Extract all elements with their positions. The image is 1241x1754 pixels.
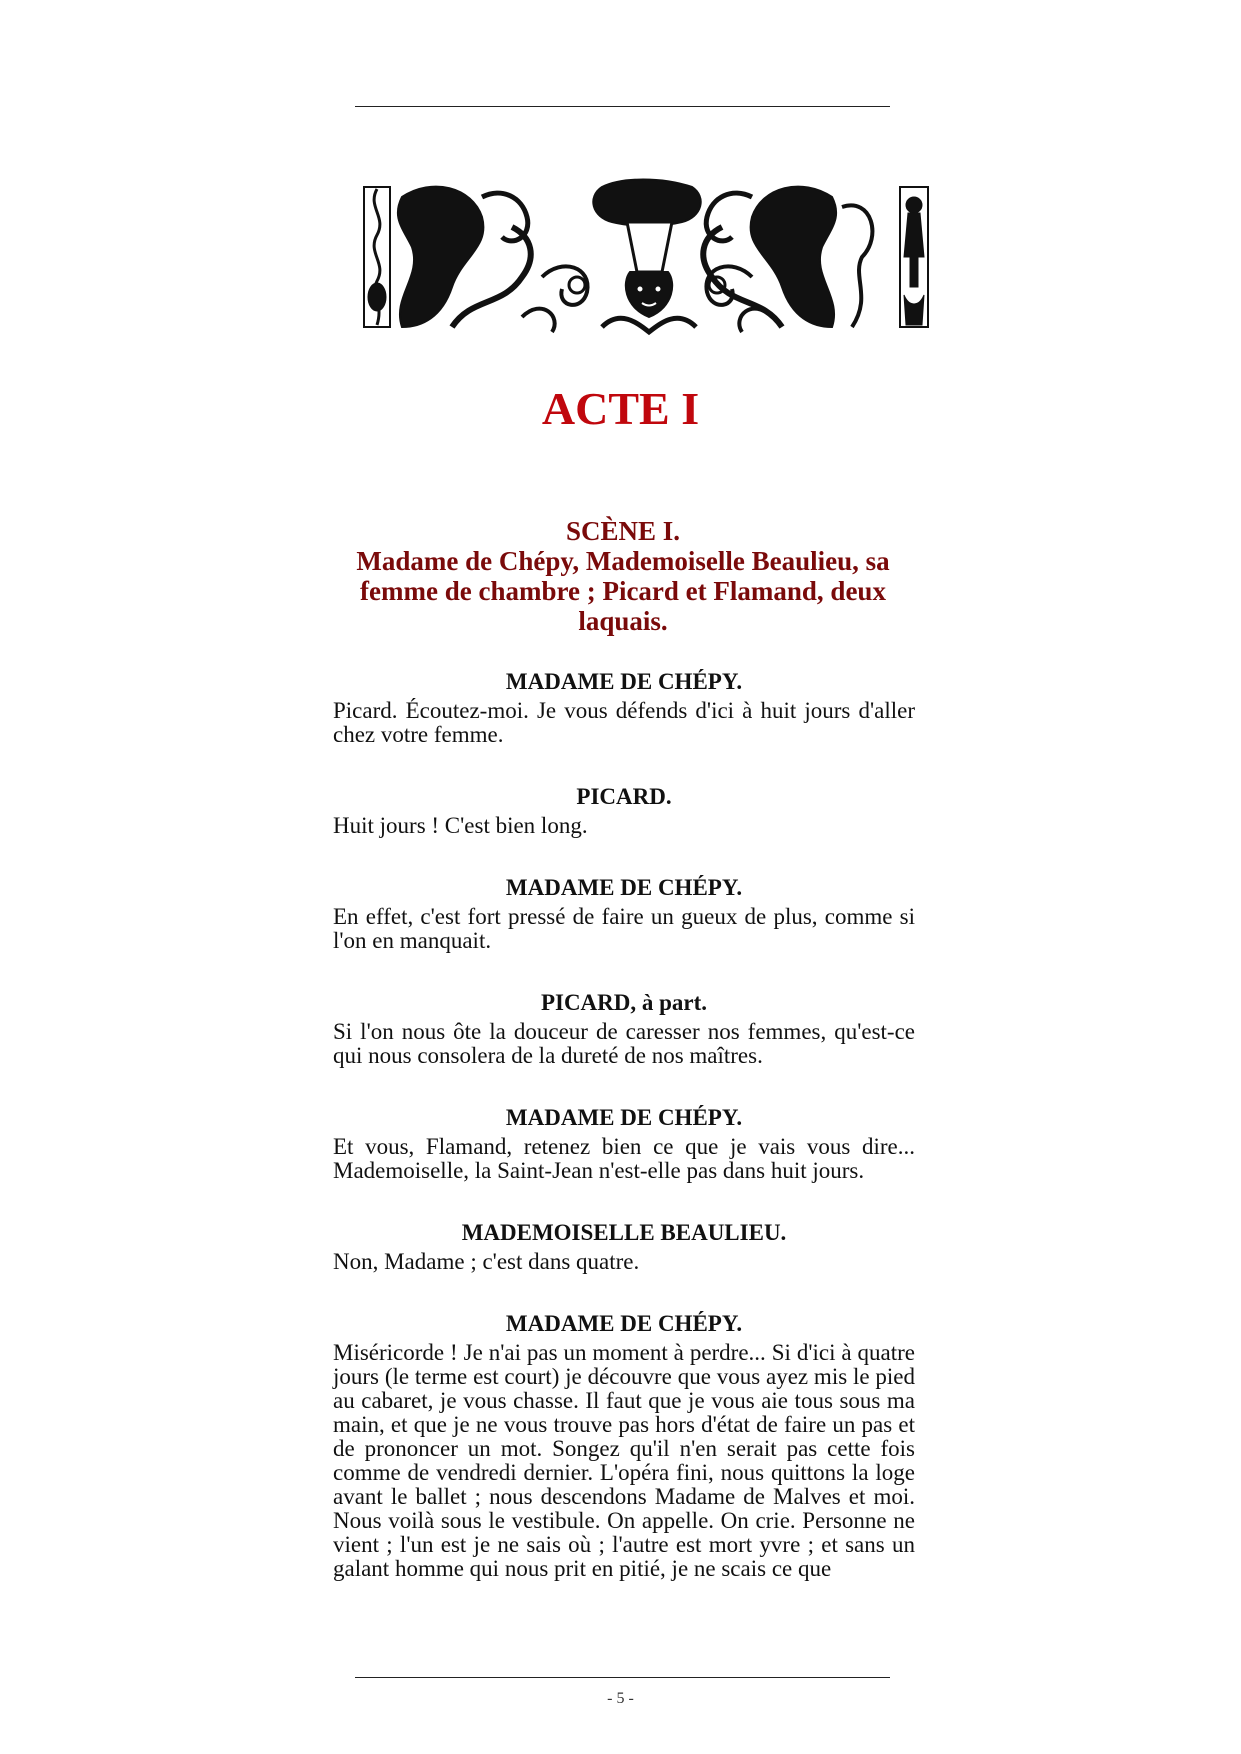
dialogue-line: Si l'on nous ôte la douceur de caresser nos femmes, qu'est-ce qui nous consolera de la dureté de nos maîtres. — [333, 1019, 915, 1068]
dialogue-turn — [333, 1310, 915, 1581]
speaker-name: MADAME DE CHÉPY. — [505, 875, 743, 900]
dialogue-turn — [333, 783, 915, 838]
page-number: - 5 - — [607, 1690, 634, 1707]
speaker-name: PICARD. — [576, 784, 672, 809]
speaker-name: MADAME DE CHÉPY. — [505, 1105, 743, 1130]
dialogue-turn — [333, 1104, 915, 1183]
scene-header — [330, 516, 916, 636]
speaker-name: PICARD, à part. — [540, 990, 708, 1015]
dialogue-line: Miséricorde ! Je n'ai pas un moment à perdre... Si d'ici à quatre jours (le terme est court) je découvre que vous ayez mis le pied au cabaret, je vous chasse. Il faut que je vous aie tous sous ma main, et que je ne vous trouve pas hors d'état de faire un pas et de prononcer un mot. Songez qu'il n'en serait pas cette fois comme de vendredi dernier. L'opéra fini, nous quittons la loge avant le ballet ; nous descendons Madame de Malves et moi. Nous voilà sous le vestibule. On appelle. On crie. Personne ne vient ; l'un est je ne sais où ; l'autre est mort yvre ; et sans un galant homme qui nous prit en pitié, je ne scais ce que — [333, 1340, 915, 1581]
dialogue — [333, 668, 915, 1617]
scene-title: SCÈNE I. — [565, 516, 681, 546]
speaker-name: MADEMOISELLE BEAULIEU. — [461, 1220, 787, 1245]
dialogue-turn — [333, 1219, 915, 1274]
header-rule — [355, 106, 890, 107]
dialogue-turn — [333, 989, 915, 1068]
dialogue-line: Non, Madame ; c'est dans quatre. — [333, 1249, 640, 1274]
speaker-name: MADAME DE CHÉPY. — [505, 669, 743, 694]
footer-rule — [355, 1677, 890, 1678]
scene-characters: Madame de Chépy, Mademoiselle Beaulieu, sa femme de chambre ; Picard et Flamand, deux laquais. — [356, 546, 890, 636]
dialogue-line: Picard. Écoutez-moi. Je vous défends d'ici à huit jours d'aller chez votre femme. — [333, 698, 915, 747]
decorative-ornament-image — [362, 177, 930, 337]
dialogue-line: En effet, c'est fort pressé de faire un gueux de plus, comme si l'on en manquait. — [333, 904, 915, 953]
speaker-name: MADAME DE CHÉPY. — [505, 1311, 743, 1336]
act-title: ACTE I — [541, 383, 700, 434]
dialogue-line: Et vous, Flamand, retenez bien ce que je vais vous dire... Mademoiselle, la Saint-Jean n'est-elle pas dans huit jours. — [333, 1134, 915, 1183]
dialogue-line: Huit jours ! C'est bien long. — [333, 813, 588, 838]
dialogue-turn — [333, 668, 915, 747]
dialogue-turn — [333, 874, 915, 953]
